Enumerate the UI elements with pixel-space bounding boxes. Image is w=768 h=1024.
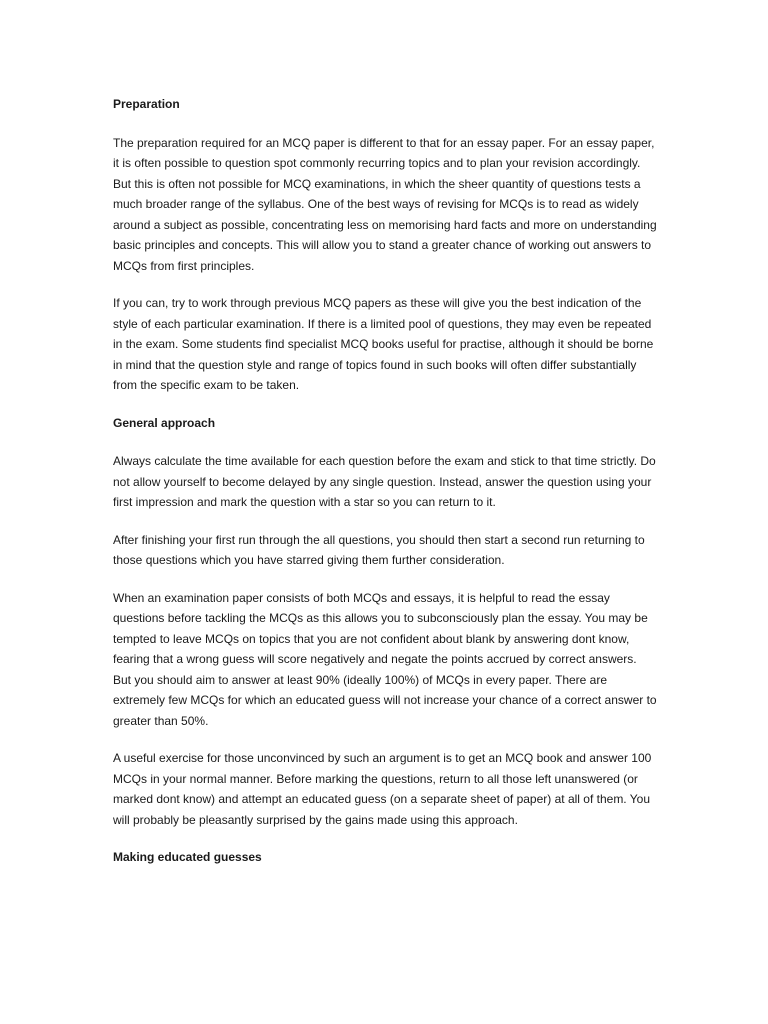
paragraph: A useful exercise for those unconvinced by such an argument is to get an MCQ book and answer 100 MCQs in your normal manner. Before marking the questions, return to all those left unanswered (or marked dont know) and attempt an educated guess (on a separate sheet of paper) at all of them. You will probably be pleasantly surprised by the gains made using this approach.	[113, 751, 652, 827]
paragraph: Always calculate the time available for each question before the exam and stick to that time strictly. Do not allow yourself to become delayed by any single question. Instead, answer the question using your first impression and mark the question with a star so you can return to it.	[113, 454, 656, 509]
paragraph: When an examination paper consists of both MCQs and essays, it is helpful to read the essay questions before tackling the MCQs as this allows you to subconsciously plan the essay. You may be tempted to leave MCQs on topics that you are not confident about blank by answering dont know, fearing that a wrong guess will score negatively and negate the points accrued by correct answers. But you should aim to answer at least 90% (ideally 100%) of MCQs in every paper. There are extremely few MCQs for which an educated guess will not increase your chance of a correct answer to greater than 50%.	[113, 590, 657, 728]
paragraph: After finishing your first run through the all questions, you should then start a second run returning to those questions which you have starred giving them further consideration.	[113, 532, 645, 567]
paragraph: If you can, try to work through previous MCQ papers as these will give you the best indication of the style of each particular examination. If there is a limited pool of questions, they may even be repeated in the exam. Some students find specialist MCQ books useful for practise, although it should be borne in mind that the question style and range of topics found in such books will often differ substantially from the specific exam to be taken.	[113, 296, 654, 392]
section-general-approach	[113, 413, 657, 831]
section-heading: Preparation	[113, 97, 180, 111]
section-heading: General approach	[113, 415, 216, 430]
paragraph: The preparation required for an MCQ paper is different to that for an essay paper. For an essay paper, it is often possible to question spot commonly recurring topics and to plan your revision accordingly. But this is often not possible for MCQ examinations, in which the sheer quantity of questions tests a much broader range of the syllabus. One of the best ways of revising for MCQs is to read as widely around a subject as possible, concentrating less on memorising hard facts and more on understanding basic principles and concepts. This will allow you to stand a greater chance of working out answers to MCQs from first principles.	[113, 135, 657, 273]
document-page	[113, 94, 657, 886]
section-heading: Making educated guesses	[113, 850, 262, 864]
section-preparation	[113, 94, 657, 396]
section-making-educated-guesses	[113, 847, 657, 868]
